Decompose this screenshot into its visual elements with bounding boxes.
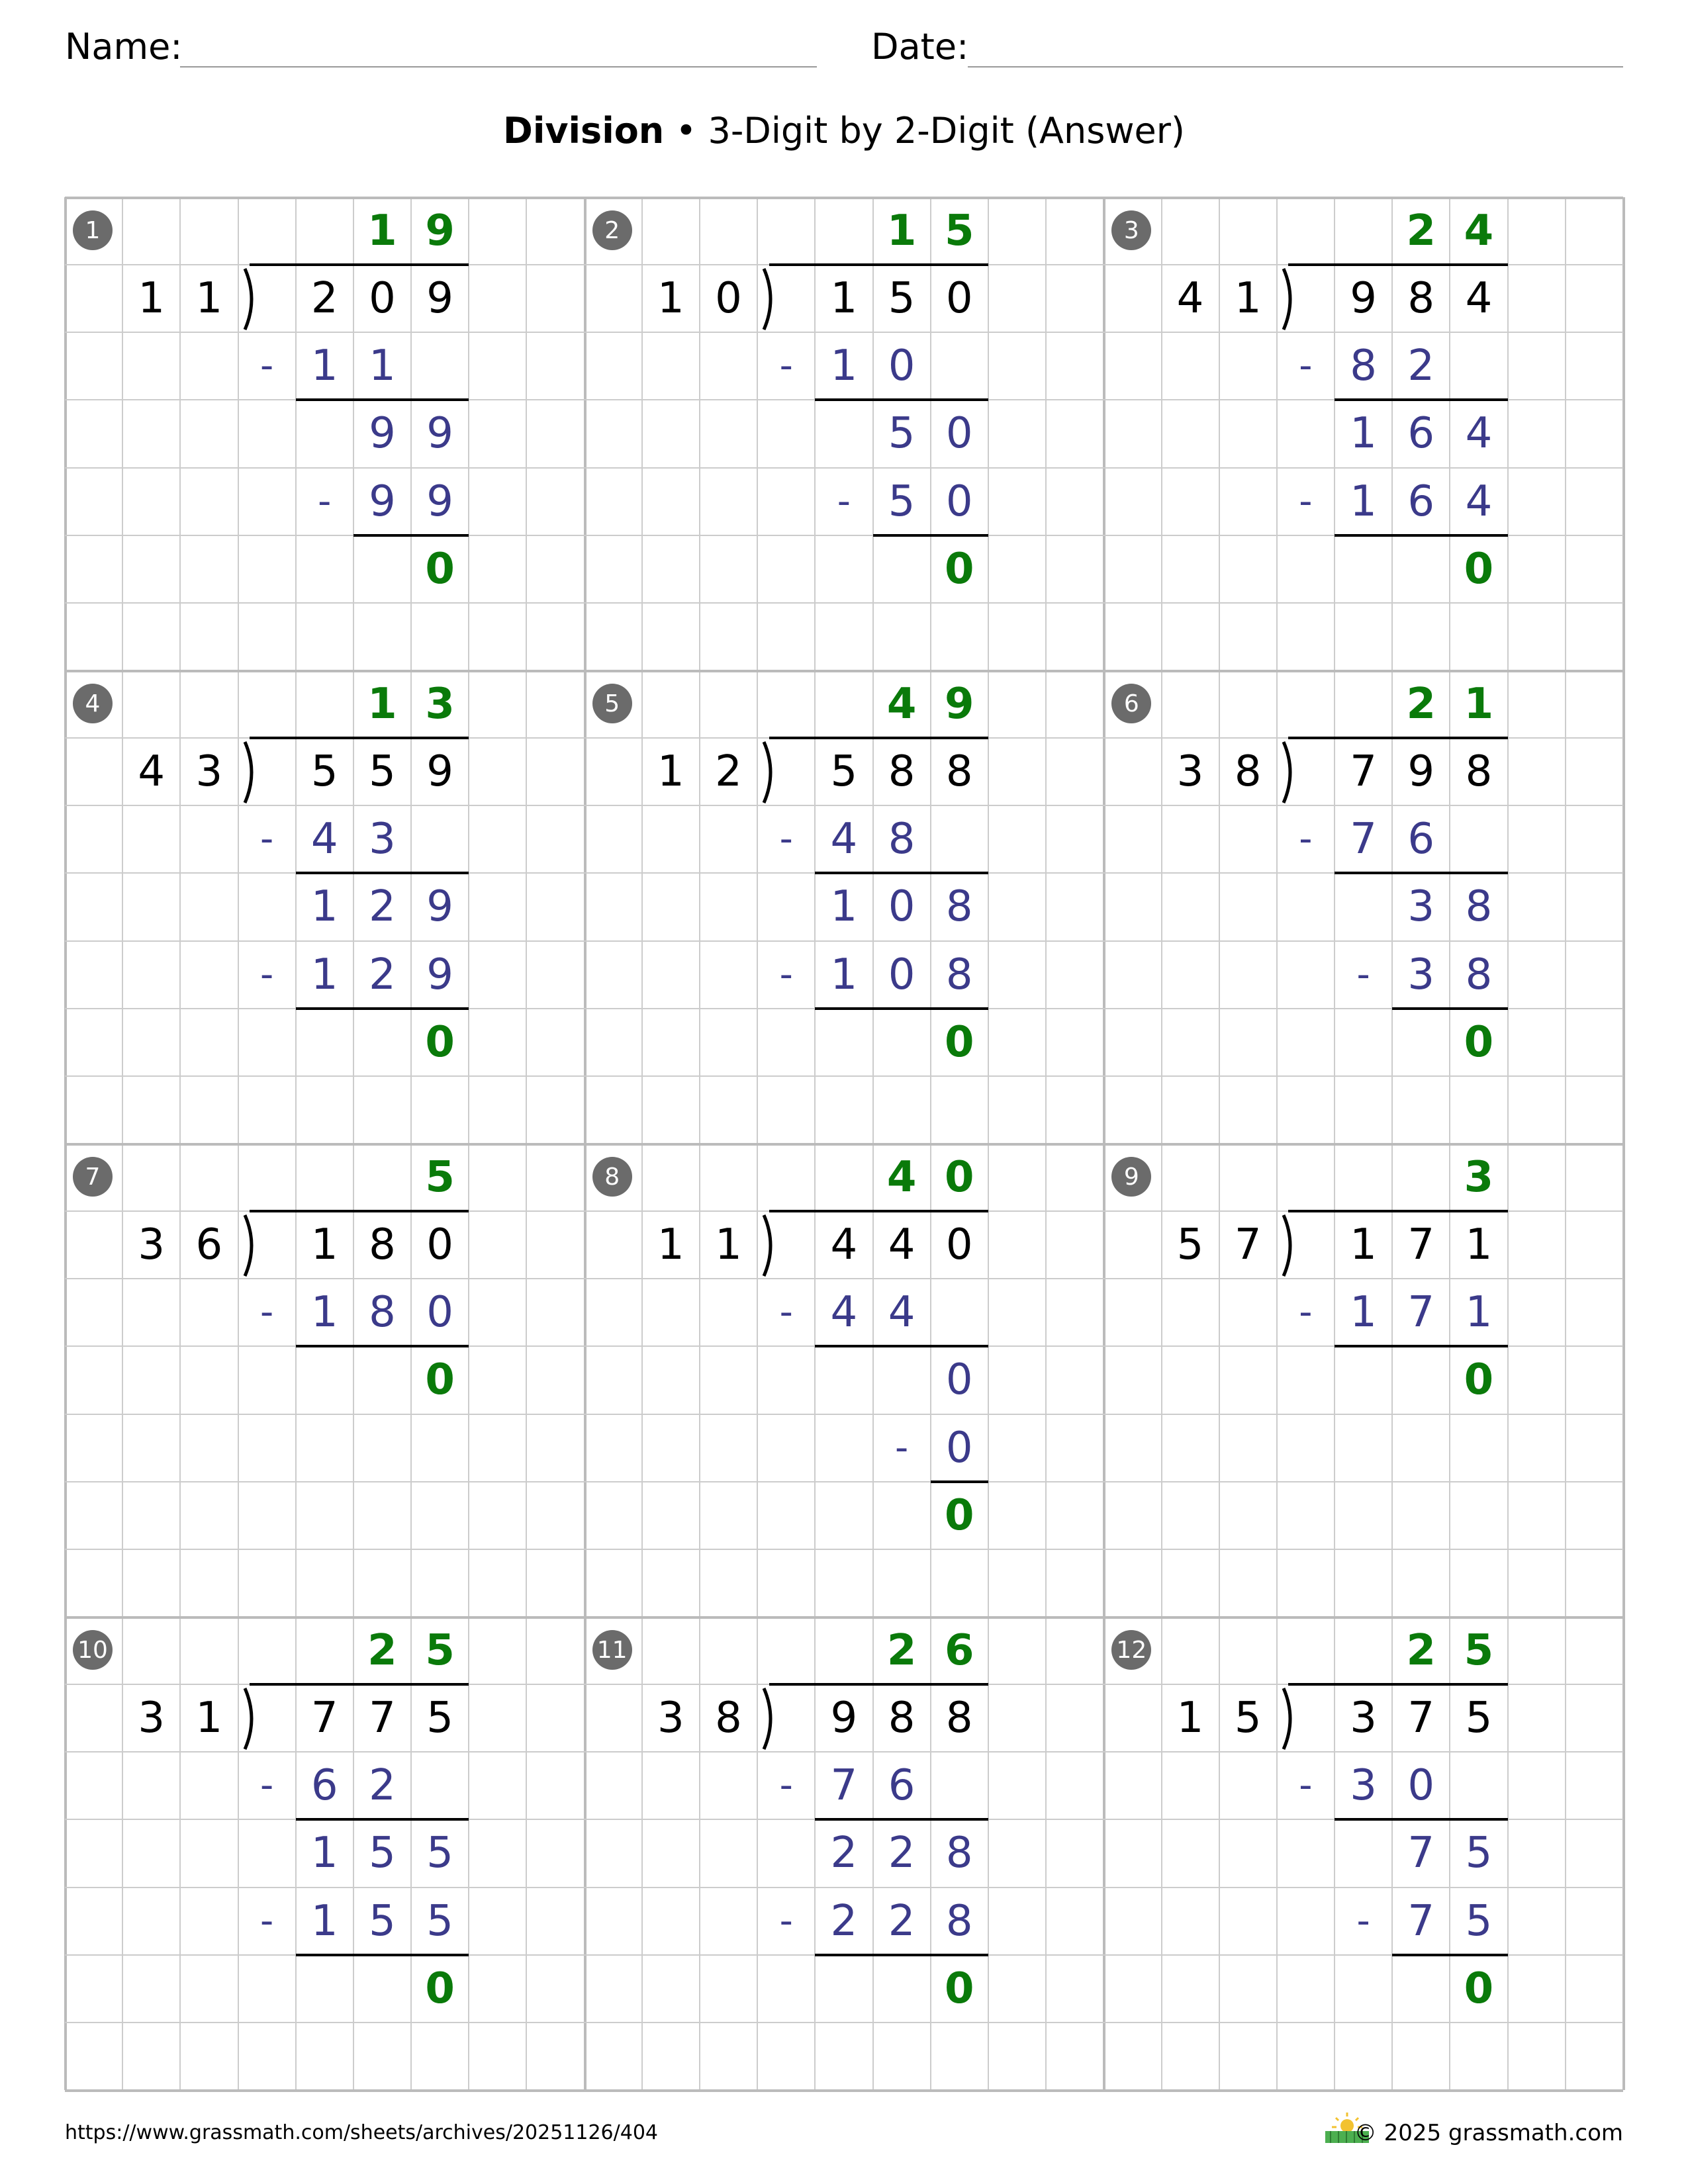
dividend-digit: 1 — [830, 274, 858, 324]
subtrahend-digit: 1 — [310, 341, 338, 391]
remainder-digit: 0 — [945, 544, 974, 594]
division-bracket-icon — [241, 267, 261, 331]
dividend-digit: 8 — [1407, 274, 1435, 324]
subtrahend-digit: 6 — [310, 1761, 338, 1811]
subtrahend-digit: 1 — [310, 1288, 338, 1338]
remainder-digit: 0 — [425, 1964, 455, 2013]
quotient-digit: 0 — [945, 1153, 974, 1202]
minus-sign: - — [1299, 344, 1313, 388]
quotient-digit: 9 — [945, 680, 974, 729]
subtrahend-digit: 0 — [888, 341, 915, 391]
dividend-digit: 0 — [945, 1220, 973, 1270]
dividend-digit: 4 — [1465, 274, 1493, 324]
subtrahend-digit: 4 — [310, 815, 338, 864]
grid-hline — [65, 1414, 1623, 1415]
subtrahend-digit: 0 — [945, 1423, 973, 1473]
subtrahend-digit: 0 — [888, 950, 915, 999]
divisor-digit: 2 — [715, 747, 742, 797]
minus-sign: - — [1299, 817, 1313, 861]
dividend-digit: 0 — [945, 274, 973, 324]
divisor-digit: 5 — [1234, 1694, 1262, 1743]
partial-digit: 3 — [1407, 882, 1435, 932]
division-bracket-icon — [760, 1214, 780, 1277]
subtrahend-digit: 5 — [888, 477, 915, 526]
quotient-digit: 1 — [1464, 680, 1494, 729]
remainder-digit: 0 — [1464, 1964, 1494, 2013]
divisor-digit: 1 — [195, 1694, 223, 1743]
dividend-digit: 8 — [888, 747, 915, 797]
partial-digit: 2 — [888, 1829, 915, 1878]
quotient-digit: 2 — [1406, 680, 1436, 729]
partial-digit: 5 — [888, 409, 915, 459]
subtrahend-digit: 4 — [888, 1288, 915, 1338]
remainder-digit: 0 — [425, 1017, 455, 1067]
minus-sign: - — [779, 1291, 793, 1334]
problem-number-badge: 2 — [592, 210, 632, 250]
quotient-digit: 2 — [1406, 206, 1436, 255]
subtrahend-digit: 8 — [888, 815, 915, 864]
subtrahend-digit: 3 — [369, 815, 396, 864]
subtrahend-digit: 3 — [1350, 1761, 1377, 1811]
problem-number-badge: 11 — [592, 1630, 632, 1670]
grid-hline — [65, 2089, 1623, 2092]
dividend-digit: 0 — [369, 274, 396, 324]
name-label: Name: — [65, 26, 183, 68]
minus-sign: - — [259, 952, 274, 996]
dividend-digit: 9 — [1350, 274, 1377, 324]
quotient-digit: 5 — [425, 1153, 455, 1202]
dividend-digit: 7 — [1350, 747, 1377, 797]
quotient-digit: 1 — [367, 680, 397, 729]
remainder-digit: 0 — [1464, 1017, 1494, 1067]
subtrahend-digit: 8 — [945, 1896, 973, 1946]
footer-url[interactable]: https://www.grassmath.com/sheets/archives/20251126/404 — [65, 2121, 659, 2144]
title-sub: 3-Digit by 2-Digit (Answer) — [708, 110, 1185, 152]
quotient-digit: 1 — [886, 206, 917, 255]
minus-sign: - — [1356, 1899, 1370, 1942]
subtrahend-digit: 0 — [426, 1288, 453, 1338]
divisor-digit: 1 — [715, 1220, 742, 1270]
problem-number-badge: 5 — [592, 684, 632, 723]
subtrahend-digit: 1 — [1350, 1288, 1377, 1338]
dividend-digit: 7 — [310, 1694, 338, 1743]
subtrahend-digit: 2 — [1407, 341, 1435, 391]
subtrahend-digit: 1 — [310, 950, 338, 999]
minus-sign: - — [779, 1764, 793, 1807]
partial-digit: 8 — [1465, 882, 1493, 932]
name-underline[interactable] — [180, 66, 817, 68]
division-bracket-icon — [241, 741, 261, 804]
subtrahend-digit: 9 — [426, 950, 453, 999]
quotient-digit: 5 — [1464, 1626, 1494, 1675]
divisor-digit: 6 — [195, 1220, 223, 1270]
subtrahend-digit: 8 — [369, 1288, 396, 1338]
subtrahend-digit: 5 — [1465, 1896, 1493, 1946]
minus-sign: - — [779, 1899, 793, 1942]
subtrahend-digit: 9 — [426, 477, 453, 526]
divisor-digit: 5 — [1176, 1220, 1204, 1270]
partial-digit: 0 — [888, 882, 915, 932]
footer-copyright: © 2025 grassmath.com — [1354, 2120, 1623, 2146]
grid-hline — [65, 2022, 1623, 2023]
dividend-digit: 2 — [310, 274, 338, 324]
divisor-digit: 3 — [195, 747, 223, 797]
dividend-digit: 8 — [1465, 747, 1493, 797]
dividend-digit: 1 — [1465, 1220, 1493, 1270]
quotient-digit: 3 — [425, 680, 455, 729]
minus-sign: - — [1299, 1764, 1313, 1807]
grid-hline — [65, 670, 1623, 672]
minus-sign: - — [259, 1899, 274, 1942]
divisor-digit: 1 — [1234, 274, 1262, 324]
quotient-digit: 9 — [425, 206, 455, 255]
partial-digit: 7 — [1407, 1829, 1435, 1878]
division-bracket-icon — [241, 1214, 261, 1277]
minus-sign: - — [894, 1426, 909, 1469]
quotient-digit: 2 — [367, 1626, 397, 1675]
quotient-digit: 4 — [886, 680, 917, 729]
partial-digit: 6 — [1407, 409, 1435, 459]
quotient-digit: 4 — [1464, 206, 1494, 255]
subtrahend-digit: 7 — [830, 1761, 858, 1811]
grid-hline — [65, 197, 1623, 199]
division-bracket-icon — [760, 267, 780, 331]
minus-sign: - — [837, 479, 851, 523]
problem-number-badge: 8 — [592, 1157, 632, 1197]
minus-sign: - — [779, 344, 793, 388]
divisor-digit: 3 — [138, 1694, 165, 1743]
partial-digit: 1 — [310, 1829, 338, 1878]
subtrahend-digit: 8 — [1465, 950, 1493, 999]
subtrahend-digit: 4 — [1465, 477, 1493, 526]
remainder-digit: 0 — [945, 1490, 974, 1540]
divisor-digit: 1 — [1176, 1694, 1204, 1743]
division-bracket-icon — [241, 1687, 261, 1751]
divisor-digit: 3 — [1176, 747, 1204, 797]
division-bracket-icon — [760, 1687, 780, 1751]
dividend-digit: 5 — [1465, 1694, 1493, 1743]
problem-number-badge: 9 — [1111, 1157, 1151, 1197]
subtrahend-digit: 7 — [1350, 815, 1377, 864]
partial-digit: 1 — [830, 882, 858, 932]
subtrahend-digit: 4 — [830, 1288, 858, 1338]
partial-digit: 2 — [369, 882, 396, 932]
subtrahend-digit: 2 — [888, 1896, 915, 1946]
minus-sign: - — [1299, 479, 1313, 523]
subtrahend-digit: 8 — [945, 950, 973, 999]
grid-hline — [65, 1075, 1623, 1077]
dividend-digit: 1 — [1350, 1220, 1377, 1270]
date-label: Date: — [871, 26, 969, 68]
partial-digit: 1 — [310, 882, 338, 932]
partial-digit: 9 — [426, 882, 453, 932]
partial-digit: 8 — [945, 1829, 973, 1878]
subtrahend-digit: 2 — [830, 1896, 858, 1946]
remainder-digit: 0 — [1464, 1355, 1494, 1405]
problem-number-badge: 12 — [1111, 1630, 1151, 1670]
dividend-digit: 3 — [1350, 1694, 1377, 1743]
remainder-digit: 0 — [945, 1964, 974, 2013]
problem-number-badge: 4 — [73, 684, 113, 723]
subtrahend-digit: 6 — [888, 1761, 915, 1811]
partial-digit: 5 — [1465, 1829, 1493, 1878]
minus-sign: - — [779, 817, 793, 861]
division-bracket-icon — [760, 741, 780, 804]
problem-number-badge: 7 — [73, 1157, 113, 1197]
subtrahend-digit: 1 — [310, 1896, 338, 1946]
minus-sign: - — [259, 817, 274, 861]
subtrahend-digit: 0 — [945, 477, 973, 526]
remainder-digit: 0 — [425, 544, 455, 594]
partial-digit: 5 — [426, 1829, 453, 1878]
partial-digit: 8 — [945, 882, 973, 932]
quotient-digit: 2 — [886, 1626, 917, 1675]
subtrahend-digit: 8 — [1350, 341, 1377, 391]
minus-sign: - — [259, 1764, 274, 1807]
title-bullet: • — [675, 110, 697, 152]
division-bracket-icon — [1280, 1214, 1299, 1277]
dividend-digit: 5 — [426, 1694, 453, 1743]
dividend-digit: 5 — [830, 747, 858, 797]
partial-digit: 2 — [830, 1829, 858, 1878]
subtrahend-digit: 2 — [369, 950, 396, 999]
subtrahend-digit: 4 — [830, 815, 858, 864]
divisor-digit: 3 — [138, 1220, 165, 1270]
quotient-digit: 4 — [886, 1153, 917, 1202]
dividend-digit: 5 — [369, 747, 396, 797]
grid-hline — [65, 1549, 1623, 1550]
dividend-digit: 8 — [945, 1694, 973, 1743]
quotient-digit: 5 — [945, 206, 974, 255]
problem-number-badge: 3 — [1111, 210, 1151, 250]
partial-digit: 9 — [426, 409, 453, 459]
date-underline[interactable] — [968, 66, 1623, 68]
subtrahend-digit: 7 — [1407, 1896, 1435, 1946]
subtrahend-digit: 6 — [1407, 815, 1435, 864]
divisor-digit: 1 — [657, 1220, 684, 1270]
quotient-digit: 3 — [1464, 1153, 1494, 1202]
division-bracket-icon — [1280, 1687, 1299, 1751]
divisor-digit: 1 — [195, 274, 223, 324]
quotient-digit: 2 — [1406, 1626, 1436, 1675]
minus-sign: - — [318, 479, 332, 523]
subtrahend-digit: 1 — [830, 341, 858, 391]
grid-hline — [65, 602, 1623, 604]
subtrahend-digit: 7 — [1407, 1288, 1435, 1338]
dividend-digit: 4 — [830, 1220, 858, 1270]
subtrahend-digit: 1 — [830, 950, 858, 999]
quotient-digit: 6 — [945, 1626, 974, 1675]
remainder-digit: 0 — [945, 1017, 974, 1067]
partial-digit: 0 — [945, 409, 973, 459]
dividend-digit: 4 — [888, 1220, 915, 1270]
problem-number-badge: 1 — [73, 210, 113, 250]
divisor-digit: 0 — [715, 274, 742, 324]
dividend-digit: 5 — [888, 274, 915, 324]
divisor-digit: 4 — [138, 747, 165, 797]
dividend-digit: 8 — [369, 1220, 396, 1270]
subtrahend-digit: 5 — [426, 1896, 453, 1946]
remainder-digit: 0 — [425, 1355, 455, 1405]
worksheet-grid — [65, 197, 1623, 2090]
divisor-digit: 3 — [657, 1694, 684, 1743]
dividend-digit: 9 — [830, 1694, 858, 1743]
partial-digit: 4 — [1465, 409, 1493, 459]
subtrahend-digit: 5 — [369, 1896, 396, 1946]
grid-hline — [65, 1481, 1623, 1482]
dividend-digit: 1 — [310, 1220, 338, 1270]
problem-number-badge: 10 — [73, 1630, 113, 1670]
subtrahend-digit: 0 — [1407, 1761, 1435, 1811]
grid-hline — [65, 1143, 1623, 1146]
minus-sign: - — [1356, 952, 1370, 996]
partial-digit: 5 — [369, 1829, 396, 1878]
division-bracket-icon — [1280, 741, 1299, 804]
dividend-digit: 5 — [310, 747, 338, 797]
subtrahend-digit: 1 — [1350, 477, 1377, 526]
quotient-digit: 1 — [367, 206, 397, 255]
grid-hline — [65, 1616, 1623, 1619]
dividend-digit: 7 — [369, 1694, 396, 1743]
dividend-digit: 9 — [426, 747, 453, 797]
subtrahend-digit: 6 — [1407, 477, 1435, 526]
dividend-digit: 9 — [1407, 747, 1435, 797]
divisor-digit: 4 — [1176, 274, 1204, 324]
title-main: Division — [503, 110, 665, 152]
divisor-digit: 7 — [1234, 1220, 1262, 1270]
partial-digit: 9 — [369, 409, 396, 459]
division-bracket-icon — [1280, 267, 1299, 331]
subtrahend-digit: 1 — [369, 341, 396, 391]
minus-sign: - — [259, 344, 274, 388]
dividend-digit: 0 — [426, 1220, 453, 1270]
minus-sign: - — [1299, 1291, 1313, 1334]
divisor-digit: 8 — [715, 1694, 742, 1743]
dividend-digit: 7 — [1407, 1694, 1435, 1743]
dividend-digit: 7 — [1407, 1220, 1435, 1270]
subtrahend-digit: 2 — [369, 1761, 396, 1811]
minus-sign: - — [259, 1291, 274, 1334]
partial-digit: 1 — [1350, 409, 1377, 459]
divisor-digit: 8 — [1234, 747, 1262, 797]
dividend-digit: 8 — [945, 747, 973, 797]
divisor-digit: 1 — [138, 274, 165, 324]
divisor-digit: 1 — [657, 274, 684, 324]
quotient-digit: 5 — [425, 1626, 455, 1675]
remainder-digit: 0 — [1464, 544, 1494, 594]
subtrahend-digit: 3 — [1407, 950, 1435, 999]
divisor-digit: 1 — [657, 747, 684, 797]
minus-sign: - — [779, 952, 793, 996]
subtrahend-digit: 1 — [1465, 1288, 1493, 1338]
dividend-digit: 8 — [888, 1694, 915, 1743]
partial-digit: 0 — [945, 1355, 973, 1405]
subtrahend-digit: 9 — [369, 477, 396, 526]
problem-number-badge: 6 — [1111, 684, 1151, 723]
page-title — [0, 105, 1688, 158]
dividend-digit: 9 — [426, 274, 453, 324]
